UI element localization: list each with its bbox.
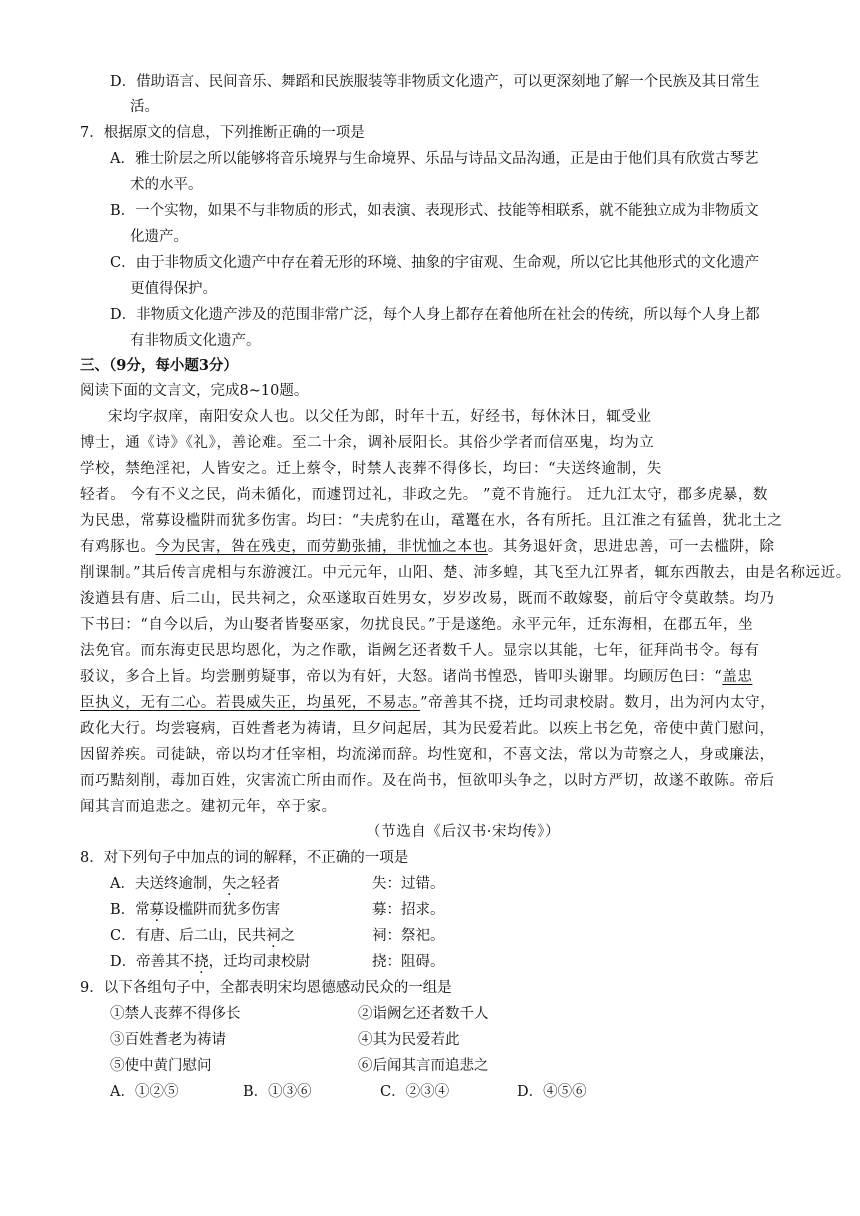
q8-stem: 8．对下列句子中加点的词的解释，不正确的一项是	[80, 850, 409, 866]
underlined-sentence: 今为民害，咎在残吏，而劳勤张捕，非忧恤之本也	[155, 539, 488, 555]
q9-choice-a[interactable]: A．①②⑤	[110, 1084, 179, 1100]
passage-line: 而巧黠刻削，毒加百姓，灾害流亡所由而作。及在尚书，恒欲叩头争之，以时方严切，故遂不敢陈。帝后	[80, 773, 775, 789]
q9-choice-c[interactable]: C．②③④	[380, 1084, 450, 1100]
passage-line: 为民患，常募设槛阱而犹多伤害。均曰：“夫虎豹在山，鼋鼍在水，各有所托。且江淮之有猛兽，犹北土之	[80, 513, 783, 529]
q9-item: ③百姓耆老为祷请	[110, 1032, 226, 1048]
option-text: C．有唐、后二山，民共	[110, 928, 267, 944]
q7-option-c-continued: 更值得保护。	[130, 281, 217, 297]
passage-line: 因留养疾。司徒缺，帝以均才任宰相，均流涕而辞。均性宽和，不喜文法，常以为苛察之人，身或廉法，	[80, 747, 775, 763]
option-text: 之	[280, 928, 296, 944]
q7-option-b: B．一个实物，如果不与非物质的形式，如表演、表现形式、技能等相联系，就不能独立成为非物质文	[110, 203, 759, 219]
q8-option-c-gloss: 祠：祭祀。	[372, 928, 445, 944]
q9-item: ②诣阙乞还者数千人	[358, 1006, 489, 1022]
underlined-sentence: 臣执义，无有二心。若畏威失正，均虽死，不易志。	[80, 695, 421, 711]
option-text: D．帝善其不	[110, 954, 195, 970]
passage-text: ”帝善其不挠，迁均司隶校尉。数月，出为河内太守，	[420, 695, 776, 711]
q9-item: ⑤使中黄门慰问	[110, 1058, 212, 1074]
passage-line	[80, 537, 775, 557]
dotted-word: 失	[221, 876, 237, 892]
passage-line: 学校，禁绝淫祀，人皆安之。迁上蔡令，时禁人丧葬不得侈长，均曰：“夫送终逾制，失	[80, 461, 662, 477]
passage-line	[80, 693, 775, 713]
q6-option-d: D．借助语言、民间音乐、舞蹈和民族服装等非物质文化遗产，可以更深刻地了解一个民族及其日常生	[110, 74, 760, 90]
q8-option-a	[110, 874, 280, 894]
option-text: A．夫送终逾制，	[110, 876, 222, 892]
passage-text: 有鸡豚也。	[80, 539, 156, 555]
dotted-word: 祠	[266, 928, 281, 944]
passage-text: “	[714, 669, 723, 685]
q7-option-a: A．雅士阶层之所以能够将音乐境界与生命境界、乐品与诗品文品沟通，正是由于他们具有欣赏古琴艺	[110, 151, 759, 167]
passage-line: 闻其言而追悲之。建初元年，卒于家。	[80, 799, 337, 815]
q7-option-a-continued: 术的水平。	[130, 177, 203, 193]
q7-option-d-continued: 有非物质文化遗产。	[130, 333, 261, 349]
underlined-sentence: 盖忠	[722, 669, 753, 685]
option-text: 之轻者	[236, 876, 280, 892]
passage-line: 削课制。”其后传言虎相与东游渡江。中元元年，山阳、楚、沛多蝗，其飞至九江界者，辄东西散去，由是名称远近。	[80, 565, 851, 581]
q9-stem: 9．以下各组句子中，全都表明宋均恩德感动民众的一组是	[80, 980, 452, 996]
passage-line: 博士，通《诗》《礼》，善论难。至二十余，调补辰阳长。其俗少学者而信巫鬼，均为立	[80, 435, 655, 451]
option-text: 设槛阱而犹多伤害	[164, 902, 281, 918]
q6-option-d-continued: 活。	[130, 99, 159, 115]
q7-option-d: D．非物质文化遗产涉及的范围非常广泛，每个人身上都存在着他所在社会的传统，所以每个人身上都	[110, 307, 760, 323]
q9-item: ⑥后闻其言而追悲之	[358, 1058, 489, 1074]
option-text: ，迁均司隶校尉	[208, 954, 311, 970]
q8-option-a-gloss: 失：过错。	[372, 876, 445, 892]
section-heading: 三、（9分，每小题3分）	[80, 357, 238, 374]
q8-option-c	[110, 926, 295, 946]
q9-item: ④其为民爱若此	[358, 1032, 460, 1048]
passage-line: 浚遒县有唐、后二山，民共祠之，众巫遂取百姓男女，岁岁改易，既而不敢嫁娶，前后守令莫敢禁。均乃	[80, 591, 775, 607]
passage-text: 。其务退奸贪，思进忠善，可一去槛阱，除	[487, 539, 775, 555]
q7-stem: 7．根据原文的信息，下列推断正确的一项是	[80, 125, 365, 141]
passage-text: 驳议，多合上旨。均尝删剪疑事，帝以为有奸，大怒。诸尚书惶恐，皆叩头谢罪。均顾厉色曰：	[80, 669, 715, 685]
q7-option-b-continued: 化遗产。	[130, 229, 188, 245]
dotted-word: 募	[149, 902, 165, 918]
passage-line	[80, 667, 752, 687]
passage-line: 宋均字叔庠，南阳安众人也。以父任为郎，时年十五，好经书，每休沐日，辄受业	[108, 409, 652, 425]
q8-option-d	[110, 952, 310, 972]
q9-choice-b[interactable]: B．①③⑥	[243, 1084, 312, 1100]
q7-option-c: C．由于非物质文化遗产中存在着无形的环境、抽象的宇宙观、生命观，所以它比其他形式的文化遗产	[110, 255, 760, 271]
passage-line: 政化大行。均尝寝病，百姓耆老为祷请，旦夕问起居，其为民爱若此。以疾上书乞免，帝使中黄门慰问，	[80, 721, 775, 737]
passage-line: 下书曰：“自今以后，为山娶者皆娶巫家，勿扰良民。”于是遂绝。永平元年，迁东海相，在郡五年，坐	[80, 617, 754, 633]
option-text: B．常	[110, 902, 150, 918]
passage-line: 法免官。而东海吏民思均恩化，为之作歌，诣阙乞还者数千人。显宗以其能，七年，征拜尚书令。每有	[80, 643, 760, 659]
q9-choice-d[interactable]: D．④⑤⑥	[517, 1084, 587, 1100]
passage-source: （节选自《后汉书·宋均传》）	[366, 824, 561, 840]
q8-option-d-gloss: 挠：阻碍。	[372, 954, 445, 970]
section-intro: 阅读下面的文言文，完成8~10题。	[80, 383, 309, 399]
q8-option-b	[110, 900, 280, 920]
passage-line: 轻者。 今有不义之民，尚未循化，而遽罚过礼，非政之先。 ”竟不肯施行。 迁九江太守，郡多虎暴，数	[80, 487, 769, 503]
q9-item: ①禁人丧葬不得侈长	[110, 1006, 241, 1022]
dotted-word: 挠	[194, 954, 209, 970]
q8-option-b-gloss: 募：招求。	[372, 902, 445, 918]
